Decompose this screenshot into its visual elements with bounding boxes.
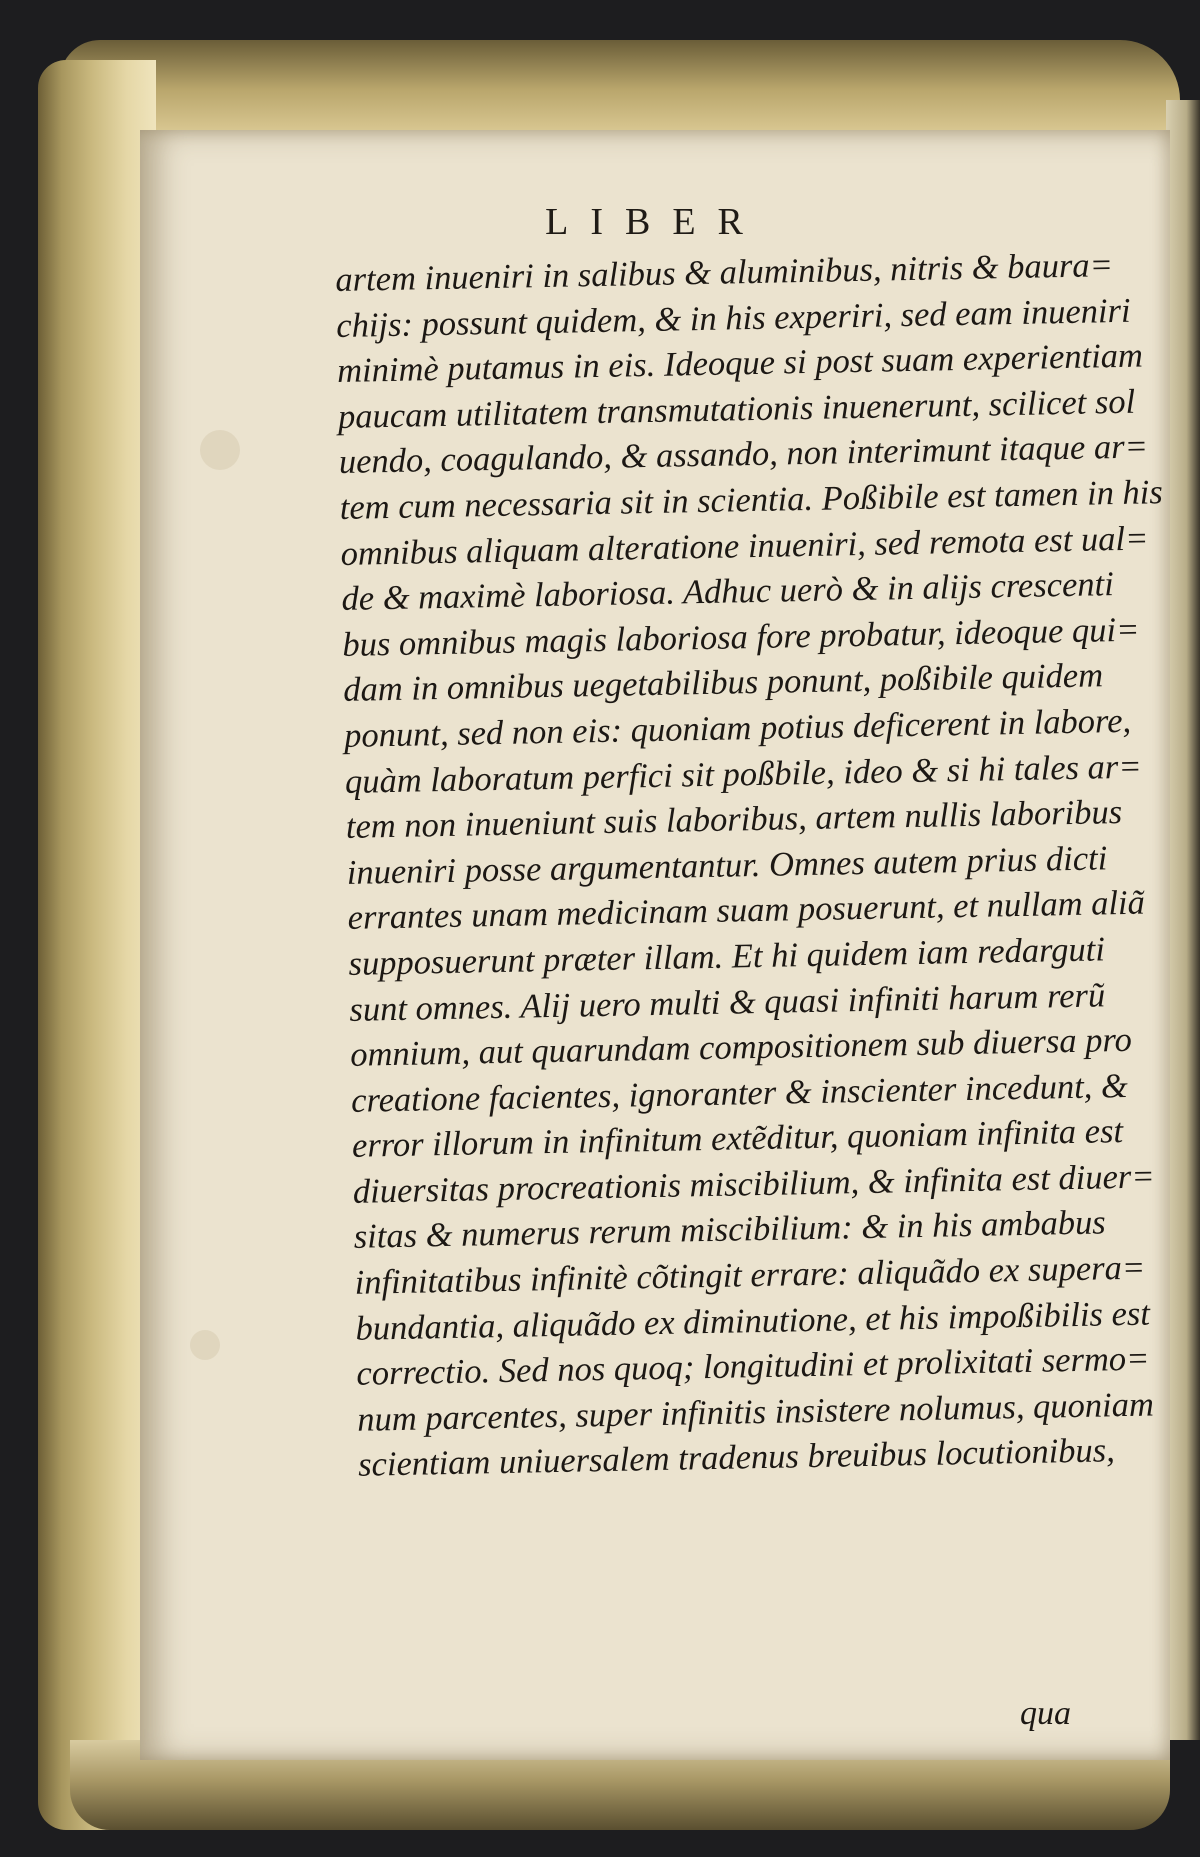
text-line: diuersitas procreationis miscibilium, & infinita est diuer= bbox=[352, 1157, 1155, 1211]
text-line: chijs: possunt quidem, & in his experiri, sed eam inueniri bbox=[335, 291, 1131, 345]
text-line: minimè putamus in eis. Ideoque si post suam experientiam bbox=[336, 336, 1144, 391]
text-line: creatione facientes, ignoranter & inscienter incedunt, & bbox=[350, 1066, 1129, 1120]
text-line: bundantia, aliquãdo ex diminutione, et his impoßibilis est bbox=[355, 1294, 1151, 1348]
text-line: sitas & numerus rerum miscibilium: & in his ambabus bbox=[353, 1203, 1107, 1257]
book-page bbox=[140, 130, 1170, 1760]
text-line: tem non inueniunt suis laboribus, artem nullis laboribus bbox=[345, 793, 1123, 847]
text-line: infinitatibus infinitè cõtingit errare: aliquãdo ex supera= bbox=[354, 1248, 1146, 1302]
running-header: LIBER bbox=[545, 201, 765, 243]
text-line: de & maximè laboriosa. Adhuc uerò & in alijs crescenti bbox=[341, 565, 1115, 619]
paper-stain bbox=[200, 430, 240, 470]
text-line: quàm laboratum perfici sit poßbile, ideo & si hi tales ar= bbox=[344, 747, 1142, 801]
text-line: omnibus aliquam alteratione inueniri, sed remota est ual= bbox=[340, 519, 1149, 573]
text-line: inueniri posse argumentantur. Omnes autem prius dicti bbox=[346, 839, 1108, 892]
paper-stain bbox=[190, 1330, 220, 1360]
text-line: error illorum in infinitum extẽditur, quoniam infinita est bbox=[351, 1112, 1124, 1166]
text-line: sunt omnes. Alij uero multi & quasi infiniti harum rerũ bbox=[349, 975, 1106, 1029]
text-line: supposuerunt præter illam. Et hi quidem iam redarguti bbox=[348, 930, 1106, 983]
text-line: artem inueniri in salibus & aluminibus, nitris & baura= bbox=[335, 246, 1114, 299]
text-line: omnium, aut quarundam compositionem sub diuersa pro bbox=[349, 1020, 1133, 1074]
catchword: qua bbox=[1020, 1695, 1071, 1732]
text-line: scientiam uniuersalem tradenus breuibus locutionibus, bbox=[357, 1431, 1116, 1485]
body-text bbox=[335, 243, 1164, 1489]
text-line: errantes unam medicinam suam posuerunt, et nullam aliã bbox=[347, 883, 1146, 938]
text-line: num parcentes, super infinitis insistere nolumus, quoniam bbox=[356, 1385, 1155, 1439]
book-fore-edge bbox=[38, 60, 156, 1830]
text-line: correctio. Sed nos quoq; longitudini et prolixitati sermo= bbox=[356, 1339, 1150, 1394]
text-line: paucam utilitatem transmutationis inuenerunt, scilicet sol bbox=[337, 382, 1136, 436]
text-line: dam in omnibus uegetabilibus ponunt, poßibile quidem bbox=[342, 656, 1104, 710]
text-line: uendo, coagulando, & assando, non interimunt itaque ar= bbox=[338, 427, 1149, 482]
text-line: ponunt, sed non eis: quoniam potius deficerent in labore, bbox=[343, 701, 1132, 755]
book-gutter-edge bbox=[1166, 100, 1200, 1740]
text-line: tem cum necessaria sit in scientia. Poßibile est tamen in his bbox=[339, 473, 1164, 527]
text-line: bus omnibus magis laboriosa fore probatur, ideoque qui= bbox=[342, 610, 1140, 664]
